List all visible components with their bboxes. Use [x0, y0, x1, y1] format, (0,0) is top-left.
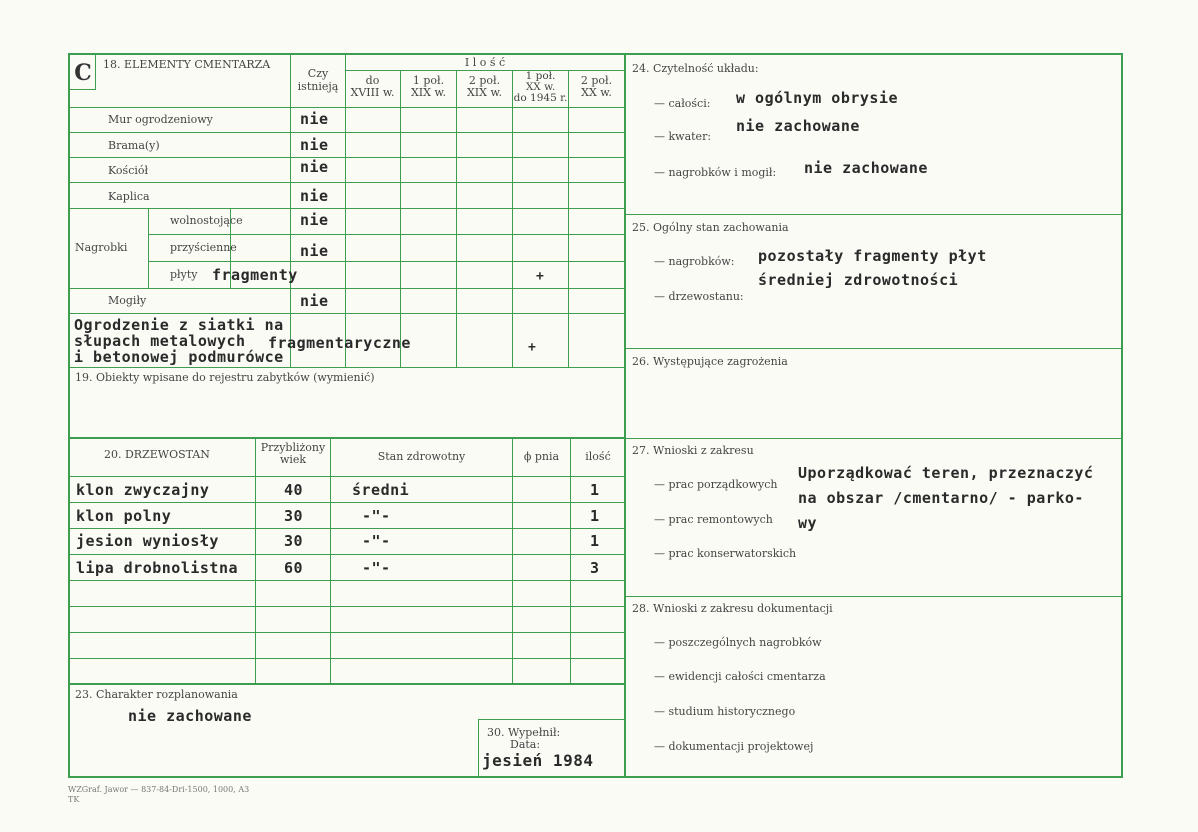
czy-header: [291, 67, 345, 93]
section-30-date: jesień 1984: [482, 751, 594, 770]
section-19-title: 19. Obiekty wpisane do rejestru zabytków (wymienić): [75, 371, 375, 384]
tree-count: 1: [590, 481, 600, 499]
printer-imprint: [68, 785, 249, 805]
row-label-kaplica: Kaplica: [108, 190, 150, 203]
s25-nagrobkow-value-l2: średniej zdrowotności: [758, 271, 959, 289]
kwater-label: — kwater:: [654, 130, 712, 143]
s25-nagrobkow-label: — nagrobków:: [654, 255, 735, 268]
tree-count: 1: [590, 532, 600, 550]
s25-drzewostanu-label: — drzewostanu:: [654, 290, 744, 303]
nagrobkow-mogil-label: — nagrobków i mogił:: [654, 166, 777, 179]
tree-age: 30: [284, 532, 304, 550]
s28-item-nagrobkow: — poszczególnych nagrobków: [654, 636, 822, 649]
col-header-4: [569, 75, 624, 99]
tree-health: -"-: [362, 559, 391, 577]
extra-label-l3: i betonowej podmurówce: [74, 348, 284, 366]
section-30-date-label: Data:: [510, 738, 541, 751]
row-label-kosciol: Kościół: [108, 164, 149, 177]
extra-label-l1: Ogrodzenie z siatki na: [74, 316, 284, 334]
row-value-kaplica: nie: [300, 187, 329, 205]
section-letter: C: [74, 60, 92, 86]
tree-health: -"-: [362, 532, 391, 550]
tree-name: klon polny: [76, 507, 172, 525]
row-value-mogily: nie: [300, 292, 329, 310]
calosci-value: w ogólnym obrysie: [736, 89, 899, 107]
section-26-title: 26. Występujące zagrożenia: [632, 355, 788, 368]
kwater-value: nie zachowane: [736, 117, 860, 135]
col-header-3: [513, 71, 568, 104]
section-27-title: 27. Wnioski z zakresu: [632, 444, 754, 457]
s28-item-ewidencji: — ewidencji całości cmentarza: [654, 670, 826, 683]
extra-value: fragmentaryczne: [268, 334, 411, 352]
tree-count: 3: [590, 559, 600, 577]
nagrobkow-mogil-value: nie zachowane: [804, 159, 928, 177]
czy-header-l1: Czy: [307, 67, 329, 80]
col-header-line: XIX w.: [410, 86, 447, 99]
tree-name: klon zwyczajny: [76, 481, 210, 499]
col-header-line: 2 poł.: [468, 74, 501, 87]
wiek-header: [256, 442, 330, 466]
section-25-title: 25. Ogólny stan zachowania: [632, 221, 789, 234]
col-header-line: do: [365, 74, 380, 87]
s27-value-l3: wy: [798, 514, 818, 532]
section-18-title: 18. ELEMENTY CMENTARZA: [103, 58, 271, 71]
col-header-line: XVIII w.: [350, 86, 395, 99]
section-30-label: 30. Wypełnił:: [487, 726, 561, 739]
col-header-line: do 1945 r.: [513, 92, 568, 104]
row-value-plyty: fragmenty: [212, 266, 298, 284]
section-23-title: 23. Charakter rozplanowania: [75, 688, 238, 701]
section-23-value: nie zachowane: [128, 707, 252, 725]
s25-nagrobkow-value-l1: pozostały fragmenty płyt: [758, 247, 987, 265]
czy-header-l2: istnieją: [297, 80, 339, 93]
col-header-line: XX w.: [525, 81, 556, 93]
row-label-mur: Mur ogrodzeniowy: [108, 113, 213, 126]
tree-health: -"-: [362, 507, 391, 525]
s28-item-dokumentacji: — dokumentacji projektowej: [654, 740, 814, 753]
row-value-mur: nie: [300, 110, 329, 128]
tree-age: 60: [284, 559, 304, 577]
wiek-header-l2: wiek: [279, 453, 307, 466]
tree-name: lipa drobnolistna: [76, 559, 239, 577]
col-header-2: [457, 75, 512, 99]
col-header-line: 1 poł.: [412, 74, 445, 87]
ilosc-header: I l o ś ć: [464, 56, 506, 69]
plyty-mark: +: [536, 269, 545, 284]
printer-imprint-l1: WZGraf. Jawor — 837-84-Dri-1500, 1000, A3: [68, 785, 250, 794]
printer-imprint-l2: TK: [68, 795, 80, 804]
col-header-line: 1 poł.: [525, 70, 556, 82]
row-value-brama: nie: [300, 136, 329, 154]
tree-health: średni: [352, 481, 410, 499]
row-value-wolnostojace: nie: [300, 211, 329, 229]
row-label-przyscienne: przyścienne: [170, 241, 237, 254]
s28-item-studium: — studium historycznego: [654, 705, 796, 718]
section-24-title: 24. Czytelność układu:: [632, 62, 759, 75]
col-header-1: [401, 75, 456, 99]
section-28-title: 28. Wnioski z zakresu dokumentacji: [632, 602, 833, 615]
wiek-header-l1: Przybliżony: [260, 441, 326, 454]
row-label-mogily: Mogiły: [108, 294, 147, 307]
col-header-line: 2 poł.: [580, 74, 613, 87]
col-header-0: [345, 75, 400, 99]
tree-age: 40: [284, 481, 304, 499]
s27-value-l2: na obszar /cmentarno/ - parko-: [798, 489, 1084, 507]
col-header-line: XX w.: [581, 86, 612, 99]
col-header-line: XIX w.: [466, 86, 503, 99]
row-label-wolnostojace: wolnostojące: [170, 214, 243, 227]
pnia-header: ϕ pnia: [523, 450, 560, 463]
tree-name: jesion wyniosły: [76, 532, 219, 550]
s27-item-konserwatorskich: — prac konserwatorskich: [654, 547, 797, 560]
stan-header: Stan zdrowotny: [377, 450, 466, 463]
s27-item-porzadkowych: — prac porządkowych: [654, 478, 778, 491]
row-label-brama: Brama(y): [108, 139, 160, 152]
calosci-label: — całości:: [654, 97, 711, 110]
tree-age: 30: [284, 507, 304, 525]
row-label-plyty: płyty: [170, 268, 198, 281]
row-value-przyscienne: nie: [300, 242, 329, 260]
extra-label-l2: słupach metalowych: [74, 332, 246, 350]
nagrobki-label: Nagrobki: [75, 241, 128, 254]
tree-count: 1: [590, 507, 600, 525]
ilosc-col-header: ilość: [585, 450, 611, 463]
section-20-title: 20. DRZEWOSTAN: [104, 448, 210, 461]
row-value-kosciol: nie: [300, 158, 329, 176]
s27-value-l1: Uporządkować teren, przeznaczyć: [798, 464, 1094, 482]
extra-mark: +: [528, 340, 537, 355]
s27-item-remontowych: — prac remontowych: [654, 513, 773, 526]
